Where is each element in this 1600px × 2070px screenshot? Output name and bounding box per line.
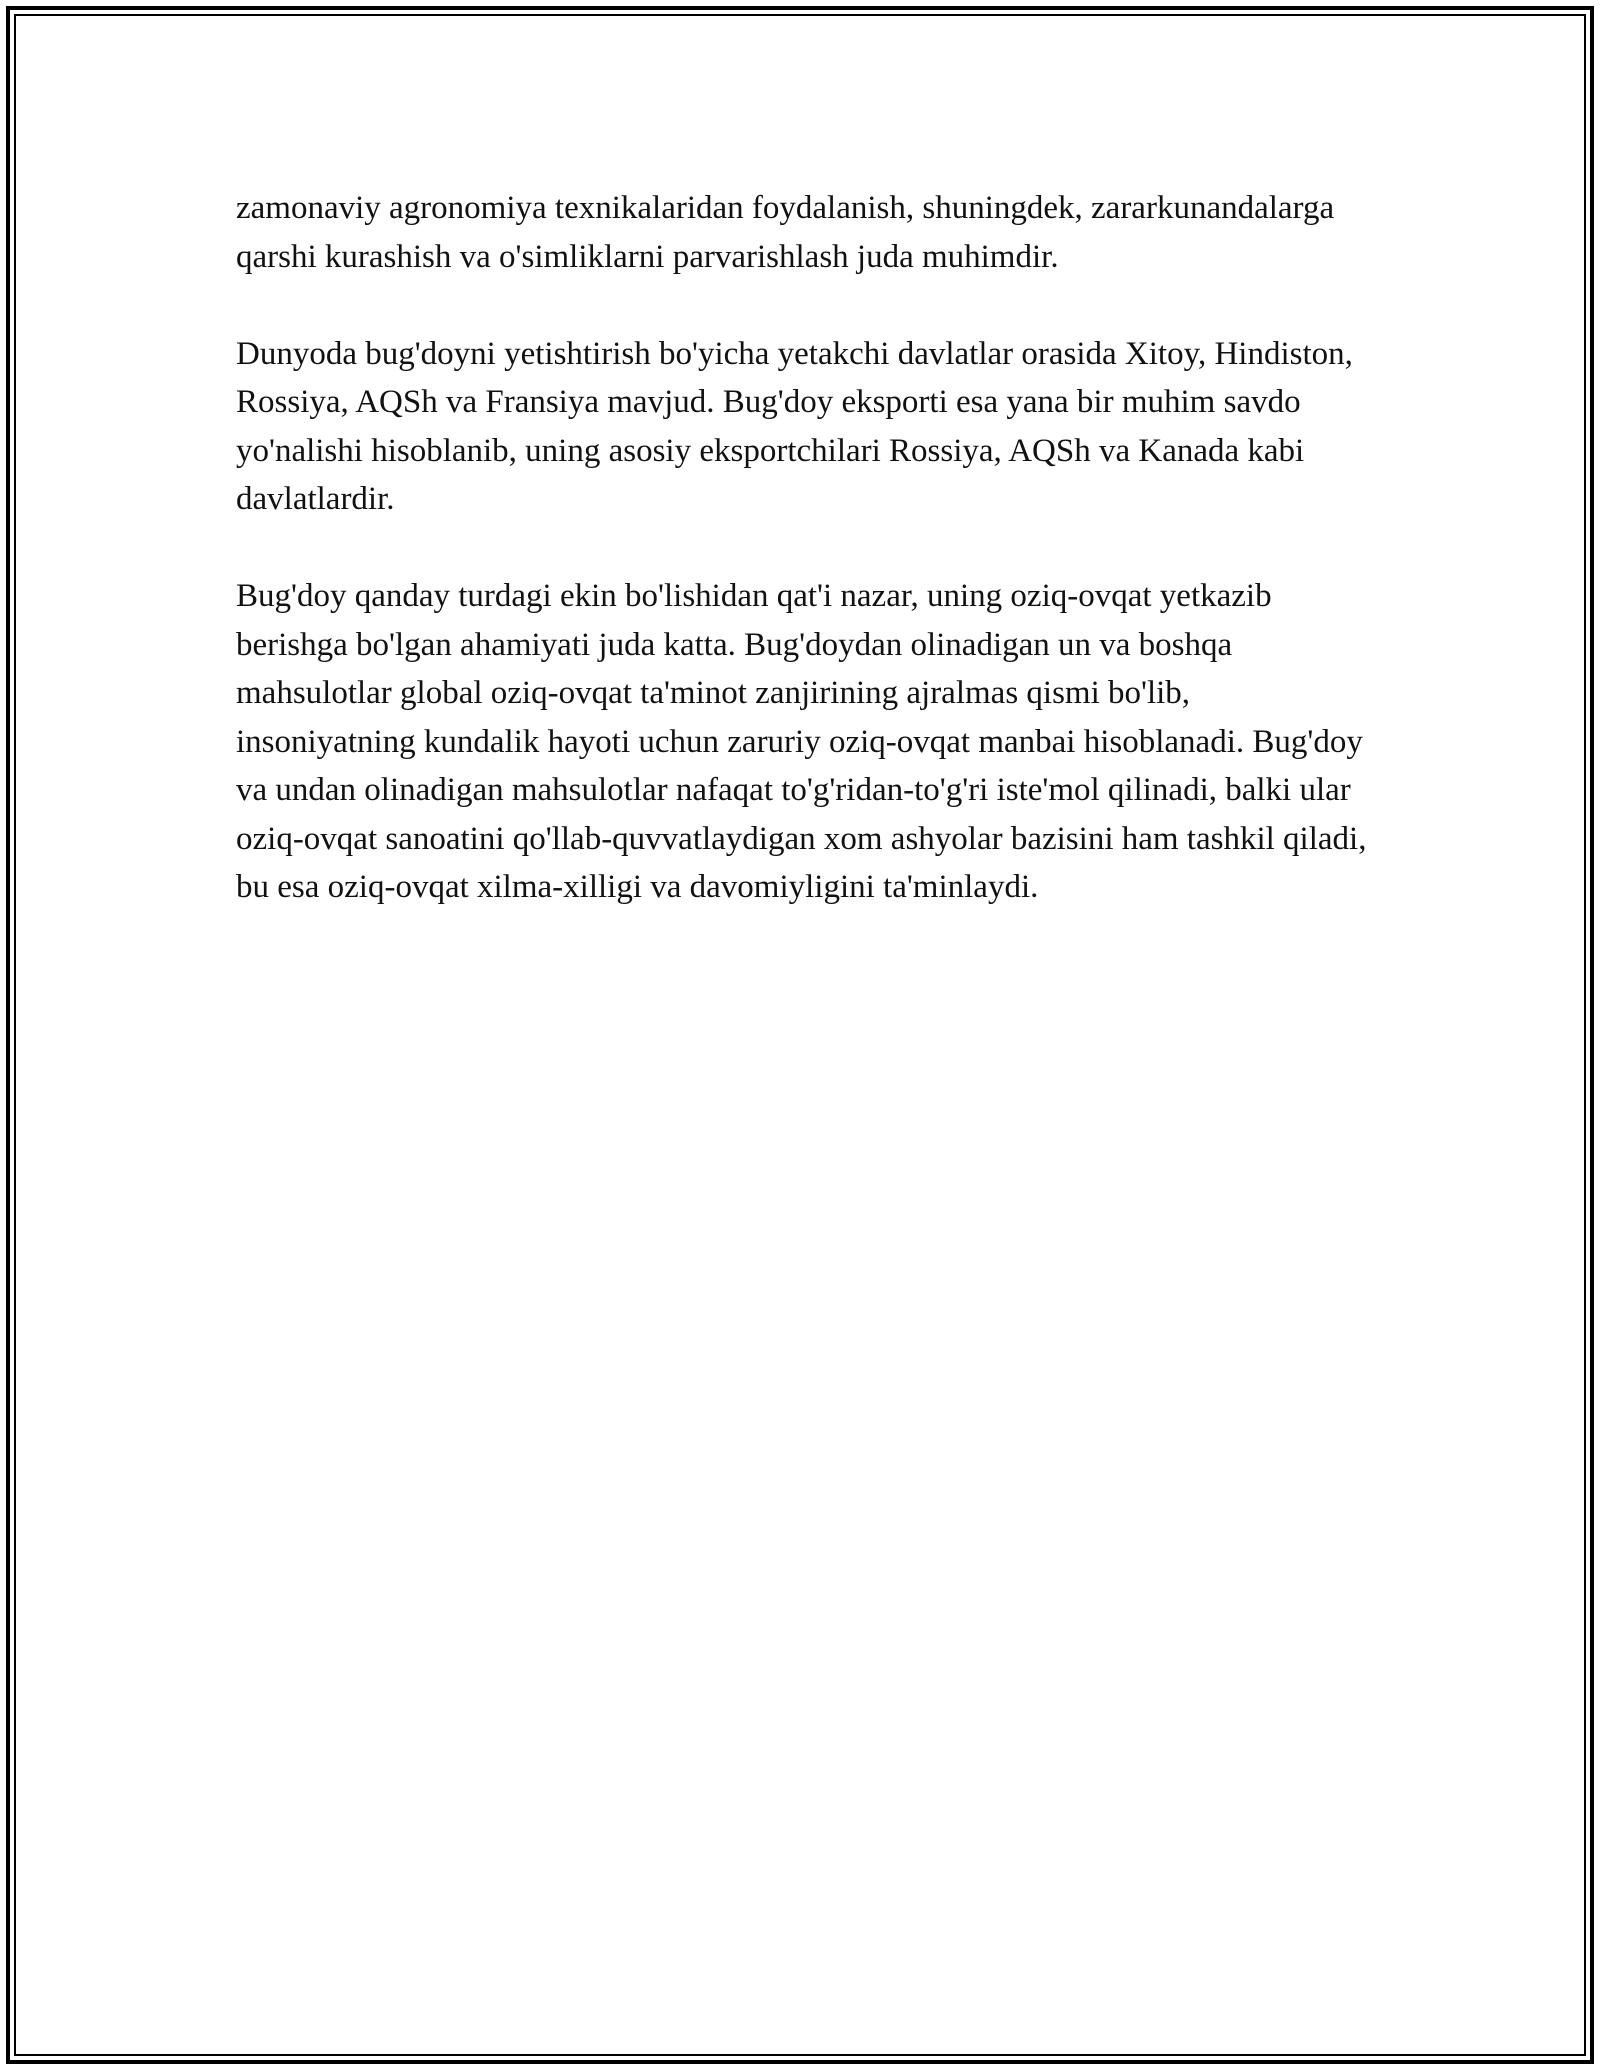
paragraph-producers-exporters: Dunyoda bug'doyni yetishtirish bo'yicha yetakchi davlatlar orasida Xitoy, Hindiston, Rossiya, AQSh va Fransiya mavjud. Bug'doy eksporti esa yana bir muhim savdo yo'nalishi hisoblanib, uning asosiy eksportchilari Rossiya, AQSh va Kanada kabi davlatlardir. — [236, 335, 1353, 517]
paragraph-food-importance: Bug'doy qanday turdagi ekin bo'lishidan qat'i nazar, uning oziq-ovqat yetkazib berishga bo'lgan ahamiyati juda katta. Bug'doydan olinadigan un va boshqa mahsulotlar global oziq-ovqat ta'minot zanjirining ajralmas qismi bo'lib, insoniyatning kundalik hayoti uchun zaruriy oziq-ovqat manbai hisoblanadi. Bug'doy va undan olinadigan mahsulotlar nafaqat to'g'ridan-to'g'ri iste'mol qilinadi, balki ular oziq-ovqat sanoatini qo'llab-quvvatlaydigan xom ashyolar bazisini ham tashkil qiladi, bu esa oziq-ovqat xilma-xilligi va davomiyligini ta'minlaydi. — [236, 578, 1367, 905]
document-body — [236, 184, 1376, 960]
paragraph-agronomy: zamonaviy agronomiya texnikalaridan foydalanish, shuningdek, zararkunandalarga qarshi kurashish va o'simliklarni parvarishlash juda muhimdir. — [236, 190, 1335, 275]
